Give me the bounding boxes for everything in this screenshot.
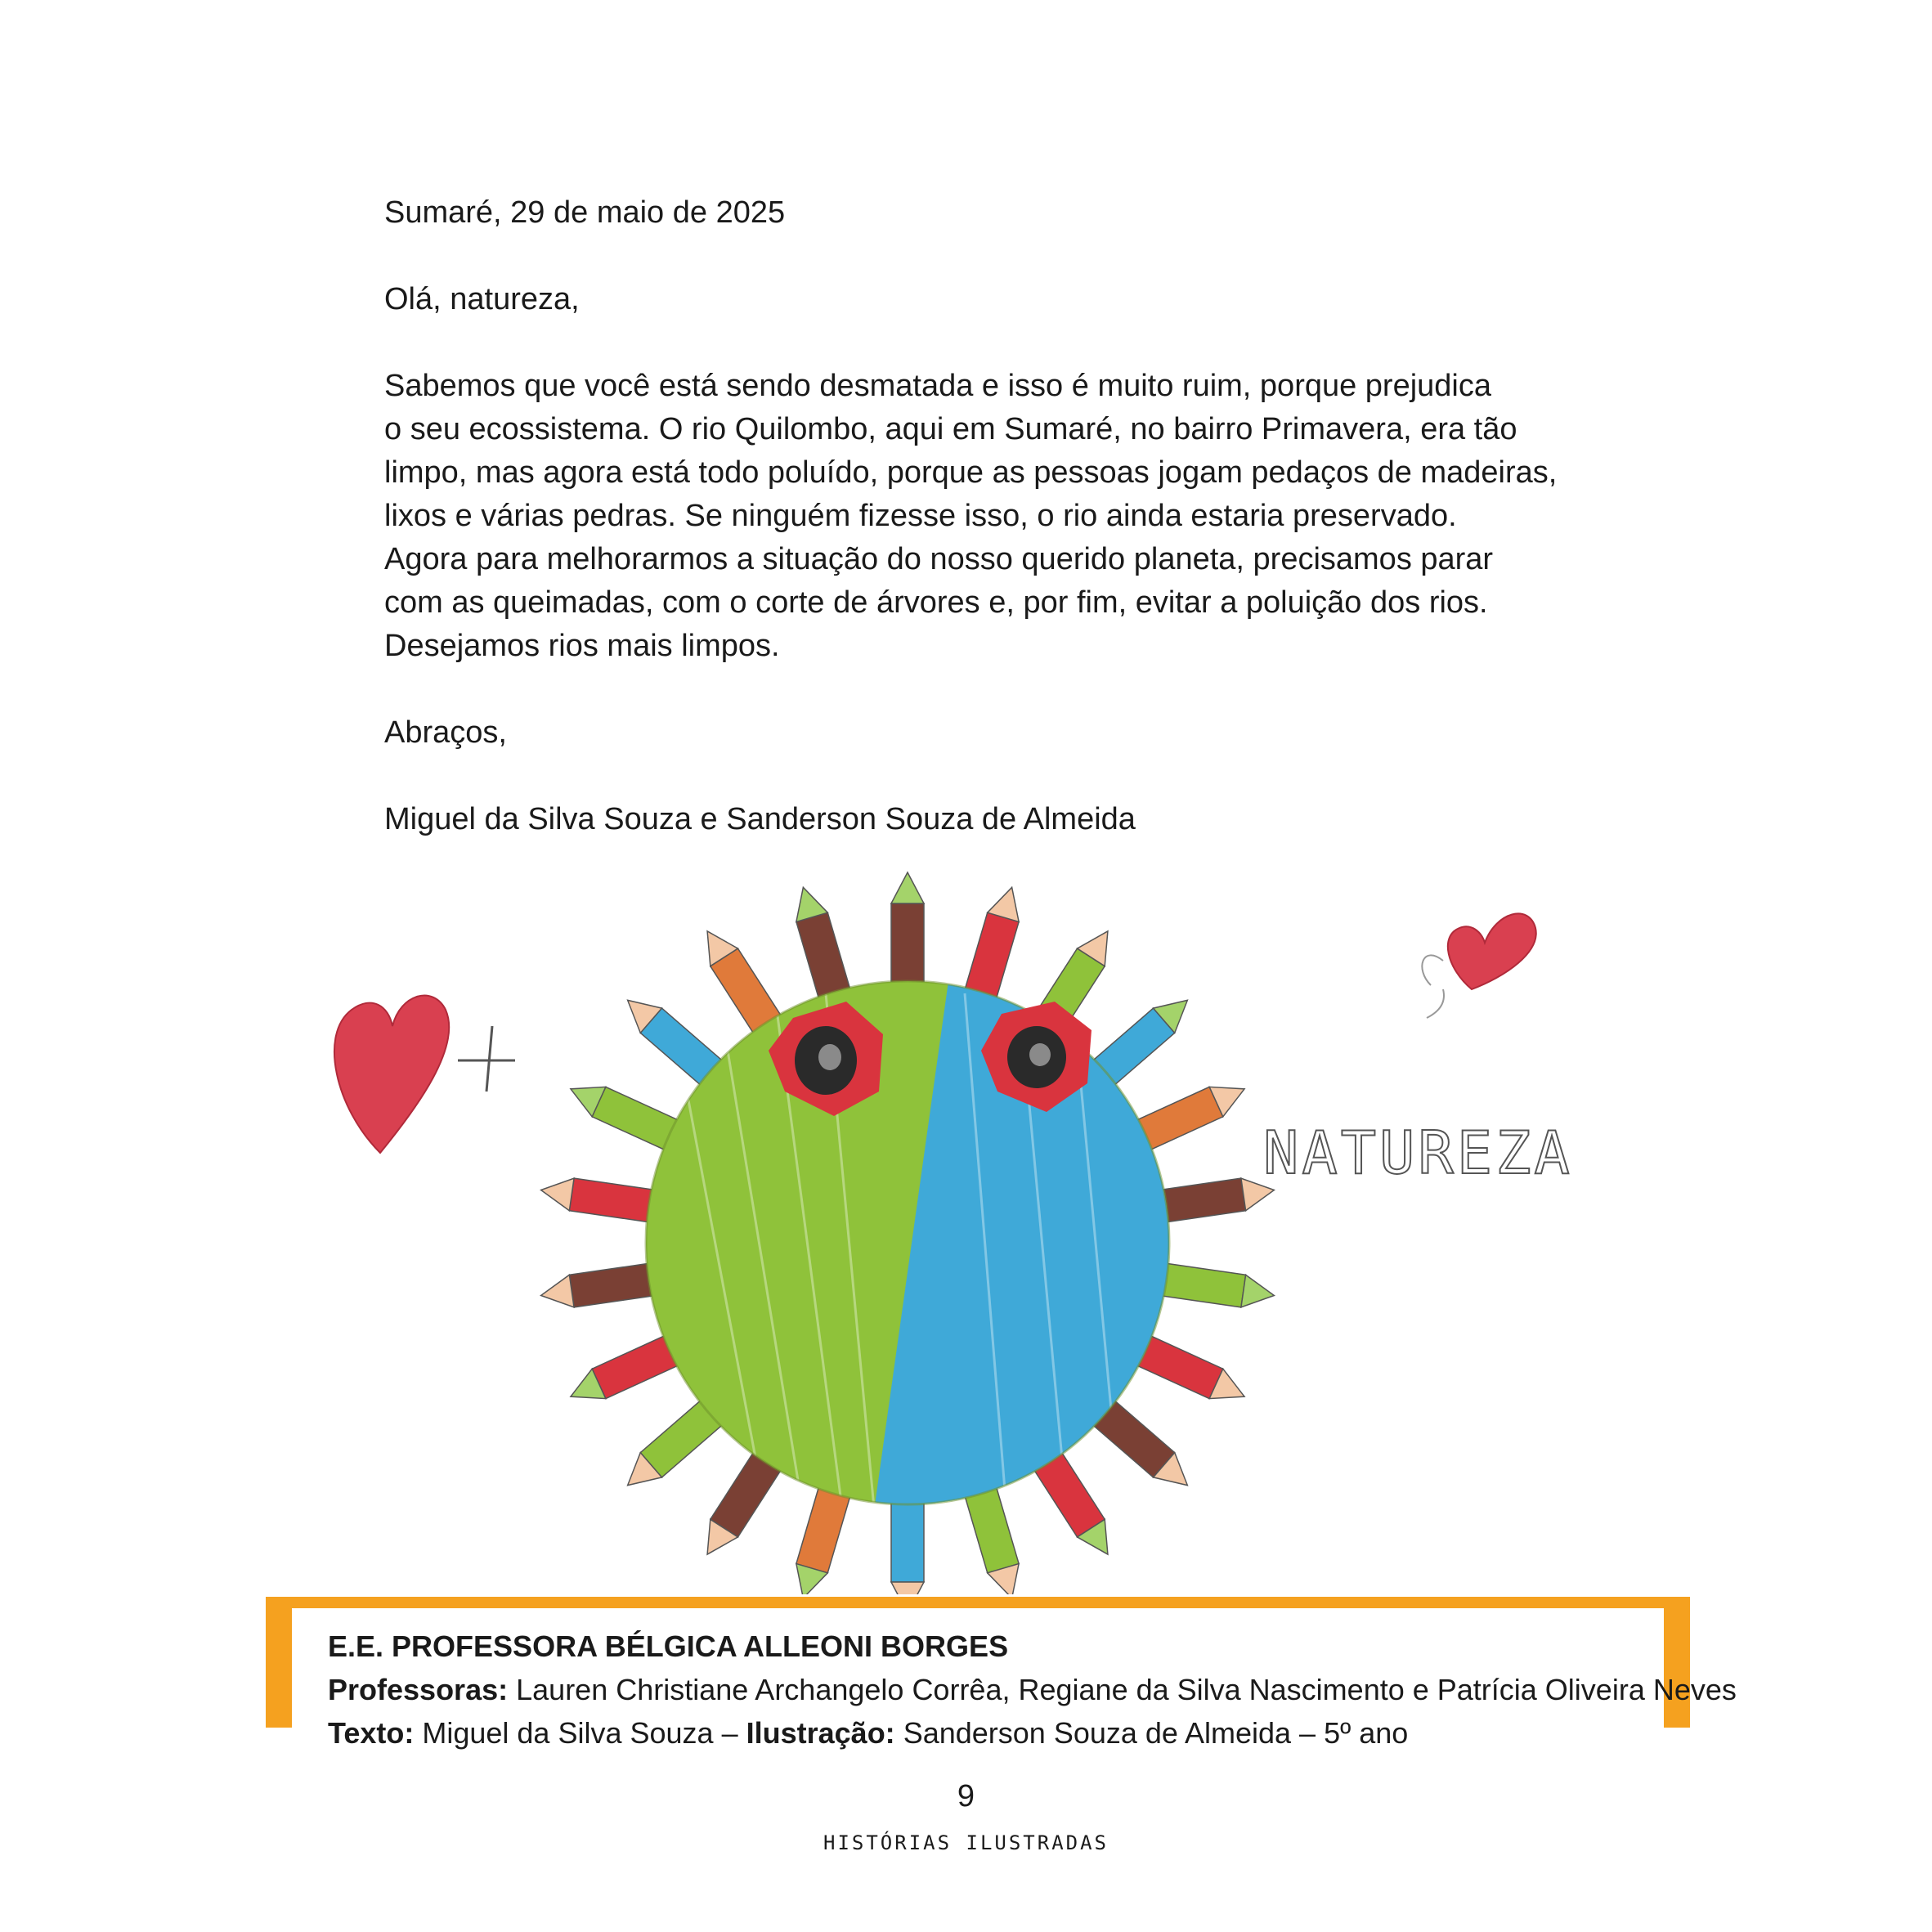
school-name: E.E. PROFESSORA BÉLGICA ALLEONI BORGES xyxy=(328,1629,1009,1663)
letter-body-line: lixos e várias pedras. Se ninguém fizesse isso, o rio ainda estaria preservado. xyxy=(384,499,1457,533)
ray-pencil xyxy=(965,912,1020,1000)
ray-pencil xyxy=(1160,1263,1246,1307)
letter-closing: Abraços, xyxy=(384,715,507,750)
ray-pencil xyxy=(891,1500,924,1582)
heart-left-icon xyxy=(334,996,449,1153)
letter-date: Sumaré, 29 de maio de 2025 xyxy=(384,195,786,230)
teachers-names: Lauren Christiane Archangelo Corrêa, Regiane da Silva Nascimento e Patrícia Oliveira Neves xyxy=(516,1673,1737,1706)
letter-body-line: Agora para melhorarmos a situação do nosso querido planeta, precisamos parar xyxy=(384,542,1494,576)
illustration-author: Sanderson Souza de Almeida xyxy=(903,1716,1292,1750)
ray-pencil xyxy=(569,1263,655,1307)
heart-right-icon xyxy=(1422,913,1535,1018)
text-author: Miguel da Silva Souza xyxy=(422,1716,714,1750)
ray-pencil xyxy=(796,912,851,1000)
ray-pencil xyxy=(891,903,924,985)
letter-body-line: com as queimadas, com o corte de árvores e, por fim, evitar a poluição dos rios. xyxy=(384,585,1488,620)
ray-pencil xyxy=(796,1486,851,1573)
teachers-label: Professoras: xyxy=(328,1673,509,1706)
ray-tip xyxy=(891,1582,924,1594)
ray-tip xyxy=(1241,1275,1274,1307)
letter-body-line: o seu ecossistema. O rio Quilombo, aqui em Sumaré, no bairro Primavera, era tão xyxy=(384,412,1517,446)
letter-greeting: Olá, natureza, xyxy=(384,282,580,316)
ray-tip xyxy=(541,1275,574,1307)
text-label: Texto: xyxy=(328,1716,415,1750)
ray-pencil xyxy=(569,1178,655,1222)
teachers-line xyxy=(328,1668,1737,1711)
separator: – xyxy=(721,1716,738,1750)
letter xyxy=(384,191,1594,841)
book-title: HISTÓRIAS ILUSTRADAS xyxy=(823,1831,1109,1854)
ray-tip xyxy=(541,1178,574,1211)
ray-tip xyxy=(891,872,924,903)
page-number: 9 xyxy=(957,1779,975,1813)
ray-pencil xyxy=(965,1486,1020,1573)
child-drawing-illustration xyxy=(303,846,1635,1594)
authors-line xyxy=(328,1711,1647,1755)
letter-signature: Miguel da Silva Souza e Sanderson Souza de Almeida xyxy=(384,802,1136,836)
ray-pencil xyxy=(1160,1178,1246,1222)
plus-sign-drawing xyxy=(458,1026,515,1092)
letter-body-line: Desejamos rios mais limpos. xyxy=(384,629,780,663)
letter-body-line: limpo, mas agora está todo poluído, porque as pessoas jogam pedaços de madeiras, xyxy=(384,455,1558,490)
illustration-label: Ilustração: xyxy=(746,1716,895,1750)
handwritten-word: NATUREZA xyxy=(1263,1118,1573,1187)
separator: – xyxy=(1299,1716,1316,1750)
letter-body-line: Sabemos que você está sendo desmatada e isso é muito ruim, porque prejudica xyxy=(384,369,1492,403)
grade: 5º ano xyxy=(1324,1716,1409,1750)
credits-box xyxy=(266,1597,1737,1750)
